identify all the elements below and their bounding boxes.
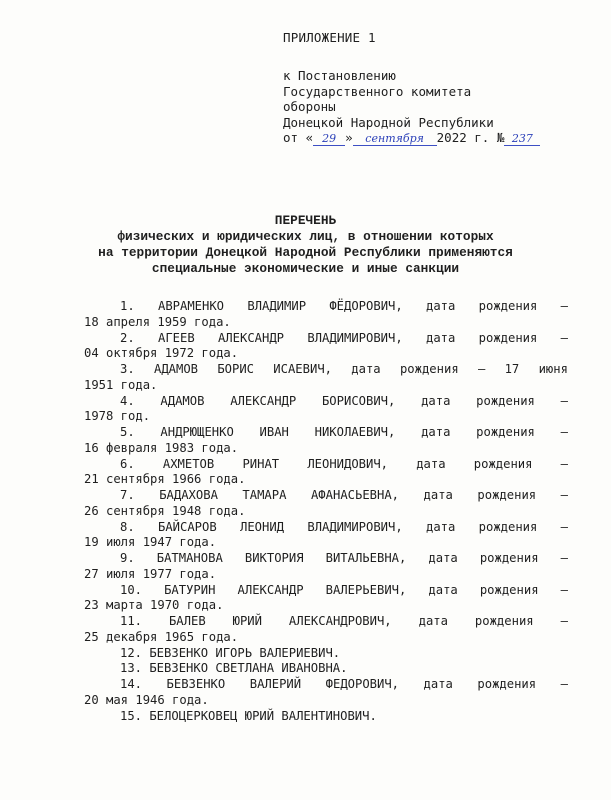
entry-word: дата bbox=[426, 519, 456, 534]
entry-word: АДАМОВ bbox=[153, 362, 199, 376]
handwritten-number: 237 bbox=[504, 133, 540, 146]
date-year: 2022 г. № bbox=[436, 130, 505, 146]
entry-word: 5. bbox=[120, 425, 135, 439]
entry-first-line bbox=[84, 331, 568, 347]
entry-word: – bbox=[560, 456, 568, 471]
entry-word: – bbox=[560, 614, 568, 628]
entry-word: – bbox=[560, 677, 568, 691]
entry-word: 10. bbox=[120, 582, 143, 597]
entry-word: 11. bbox=[120, 614, 143, 628]
entry-word: – bbox=[560, 330, 568, 345]
entry-first-line bbox=[84, 299, 568, 315]
entry-continuation: 20 мая 1946 года. bbox=[84, 692, 209, 707]
entry-continuation: 18 апреля 1959 года. bbox=[84, 314, 231, 329]
entry-word: ТАМАРА bbox=[242, 488, 287, 502]
entry-word: ВЛАДИМИР bbox=[247, 299, 307, 313]
entry-word: РИНАТ bbox=[242, 456, 280, 471]
entry-word: дата bbox=[426, 330, 456, 345]
entry-word: – bbox=[560, 488, 568, 502]
entry-word: ВЛАДИМИРОВИЧ, bbox=[307, 330, 403, 345]
entry-word: 9. bbox=[120, 551, 135, 565]
entry-word: рождения bbox=[477, 677, 537, 691]
entry-word: – bbox=[560, 393, 568, 408]
list-item bbox=[84, 299, 568, 331]
entry-word: АЛЕКСАНДР bbox=[217, 330, 285, 345]
entry-continuation: 27 июля 1977 года. bbox=[84, 566, 217, 581]
entry-word: ЮРИЙ bbox=[232, 614, 262, 628]
entry-word: рождения bbox=[479, 582, 539, 597]
entry-word: 2. bbox=[120, 330, 135, 345]
sanctions-list bbox=[84, 299, 568, 724]
entry-text: 12. БЕВЗЕНКО ИГОРЬ ВАЛЕРИЕВИЧ. bbox=[120, 645, 341, 660]
handwritten-month: сентября bbox=[353, 133, 437, 146]
list-item bbox=[84, 551, 568, 583]
heading-line-2: физических и юридических лиц, в отношении которых bbox=[117, 229, 494, 244]
entry-word: 7. bbox=[120, 488, 135, 502]
list-item bbox=[84, 457, 568, 489]
entry-word: дата bbox=[351, 362, 381, 376]
entry-first-line bbox=[84, 425, 568, 441]
entry-word: 14. bbox=[120, 677, 143, 691]
entry-word: – bbox=[560, 551, 568, 565]
entry-continuation: 04 октября 1972 года. bbox=[84, 346, 239, 361]
entry-word: БАДАХОВА bbox=[159, 488, 218, 502]
entry-word: рождения bbox=[478, 330, 538, 345]
entry-word: ФЁДОРОВИЧ, bbox=[329, 299, 403, 313]
annex-line-1: к Постановлению bbox=[283, 68, 396, 83]
entry-word: ЛЕОНИД bbox=[239, 519, 285, 534]
list-item bbox=[84, 362, 568, 394]
list-item bbox=[84, 520, 568, 552]
entry-first-line bbox=[84, 457, 568, 473]
annex-line-2: Государственного комитета bbox=[283, 83, 472, 99]
entry-word: АЛЕКСАНДР bbox=[230, 393, 297, 408]
entry-word: дата bbox=[416, 456, 446, 471]
entry-continuation: 1978 год. bbox=[84, 409, 151, 424]
list-item bbox=[84, 394, 568, 426]
entry-first-line bbox=[84, 362, 568, 378]
entry-word: рождения bbox=[479, 551, 539, 565]
entry-word: БАЛЕВ bbox=[168, 614, 206, 628]
entry-continuation: 21 сентября 1966 года. bbox=[84, 472, 246, 487]
entry-word: БОРИСОВИЧ, bbox=[321, 393, 396, 408]
entry-word: ЛЕОНИДОВИЧ, bbox=[307, 456, 389, 471]
entry-word: АВРАМЕНКО bbox=[157, 299, 225, 313]
entry-word: БОРИС bbox=[217, 362, 254, 376]
entry-word: 6. bbox=[120, 456, 135, 471]
entry-word: БЕВЗЕНКО bbox=[166, 677, 226, 691]
entry-continuation: 25 декабря 1965 года. bbox=[84, 629, 239, 644]
entry-word: рождения bbox=[476, 393, 535, 408]
entry-word: дата bbox=[426, 299, 456, 313]
entry-word: – bbox=[560, 425, 568, 439]
entry-text: 13. БЕВЗЕНКО СВЕТЛАНА ИВАНОВНА. bbox=[120, 661, 348, 676]
date-prefix: от « bbox=[283, 130, 314, 146]
annex-line-3: обороны bbox=[283, 99, 336, 115]
entry-first-line bbox=[84, 583, 568, 599]
entry-word: дата bbox=[423, 488, 453, 502]
entry-word: АХМЕТОВ bbox=[162, 456, 215, 471]
entry-word: дата bbox=[428, 551, 458, 565]
entry-word: дата bbox=[421, 425, 451, 439]
entry-continuation: 23 марта 1970 года. bbox=[84, 598, 224, 613]
annex-reference bbox=[283, 68, 540, 146]
entry-word: ВАЛЕРИЙ bbox=[249, 677, 302, 691]
entry-word: рождения bbox=[476, 425, 535, 439]
entry-word: июня bbox=[538, 362, 568, 376]
entry-word: АЛЕКСАНДР bbox=[237, 582, 304, 597]
entry-word: 8. bbox=[120, 519, 135, 534]
list-item bbox=[84, 677, 568, 709]
entry-first-line bbox=[84, 520, 568, 536]
entry-word: рождения bbox=[473, 456, 533, 471]
entry-word: АФАНАСЬЕВНА, bbox=[310, 488, 400, 502]
entry-word: рождения bbox=[399, 362, 459, 376]
list-heading bbox=[0, 213, 611, 277]
list-item bbox=[84, 331, 568, 363]
date-mid: » bbox=[345, 130, 353, 146]
entry-word: БАТУРИН bbox=[164, 582, 216, 597]
list-item bbox=[84, 614, 568, 646]
entry-word: ВЛАДИМИРОВИЧ, bbox=[307, 519, 403, 534]
entry-first-line bbox=[84, 394, 568, 410]
entry-word: дата bbox=[421, 393, 451, 408]
entry-word: ВАЛЕРЬЕВИЧ, bbox=[325, 582, 407, 597]
annex-line-4: Донецкой Народной Республики bbox=[283, 114, 494, 130]
annex-date-line bbox=[283, 130, 540, 146]
entry-first-line bbox=[84, 488, 568, 504]
entry-word: ИСАЕВИЧ, bbox=[273, 362, 332, 376]
entry-word: 3. bbox=[120, 362, 135, 376]
entry-word: рождения bbox=[478, 519, 538, 534]
entry-word: АГЕЕВ bbox=[157, 330, 195, 345]
entry-word: АЛЕКСАНДРОВИЧ, bbox=[288, 614, 392, 628]
entry-word: АНДРЮЩЕНКО bbox=[160, 425, 234, 439]
entry-word: – bbox=[560, 582, 568, 597]
entry-continuation: 16 февраля 1983 года. bbox=[84, 440, 239, 455]
entry-word: – bbox=[560, 519, 568, 534]
entry-word: БАТМАНОВА bbox=[156, 551, 223, 565]
entry-word: ИВАН bbox=[259, 425, 289, 439]
entry-word: рождения bbox=[477, 488, 537, 502]
entry-word: дата bbox=[418, 614, 448, 628]
entry-word: ВИКТОРИЯ bbox=[244, 551, 304, 565]
entry-word: 17 bbox=[504, 362, 520, 376]
heading-line-4: специальные экономические и иные санкции bbox=[151, 261, 460, 276]
entry-word: 4. bbox=[120, 393, 135, 408]
annex-title: ПРИЛОЖЕНИЕ 1 bbox=[283, 30, 376, 45]
entry-continuation: 1951 года. bbox=[84, 377, 158, 392]
entry-word: АДАМОВ bbox=[160, 393, 205, 408]
list-item bbox=[84, 646, 568, 662]
entry-continuation: 26 сентября 1948 года. bbox=[84, 503, 246, 518]
heading-title: ПЕРЕЧЕНЬ bbox=[274, 213, 337, 228]
handwritten-day: 29 bbox=[313, 133, 345, 146]
entry-word: рождения bbox=[478, 299, 538, 313]
entry-first-line bbox=[84, 614, 568, 630]
entry-continuation: 19 июля 1947 года. bbox=[84, 535, 217, 550]
entry-word: – bbox=[560, 299, 568, 313]
list-item bbox=[84, 425, 568, 457]
entry-word: 1. bbox=[120, 299, 135, 313]
list-item bbox=[84, 583, 568, 615]
entry-word: дата bbox=[428, 582, 458, 597]
entry-text: 15. БЕЛОЦЕРКОВЕЦ ЮРИЙ ВАЛЕНТИНОВИЧ. bbox=[120, 708, 377, 723]
entry-word: – bbox=[477, 362, 486, 376]
heading-line-3: на территории Донецкой Народной Республики применяются bbox=[98, 245, 513, 260]
entry-word: БАЙСАРОВ bbox=[157, 519, 217, 534]
entry-first-line bbox=[84, 677, 568, 693]
entry-word: ВИТАЛЬЕВНА, bbox=[325, 551, 407, 565]
entry-word: НИКОЛАЕВИЧ, bbox=[314, 425, 396, 439]
entry-first-line bbox=[84, 551, 568, 567]
list-item bbox=[84, 488, 568, 520]
entry-word: дата bbox=[423, 677, 453, 691]
entry-word: рождения bbox=[474, 614, 534, 628]
list-item bbox=[84, 709, 568, 725]
entry-word: ФЕДОРОВИЧ, bbox=[325, 677, 400, 691]
list-item bbox=[84, 661, 568, 677]
